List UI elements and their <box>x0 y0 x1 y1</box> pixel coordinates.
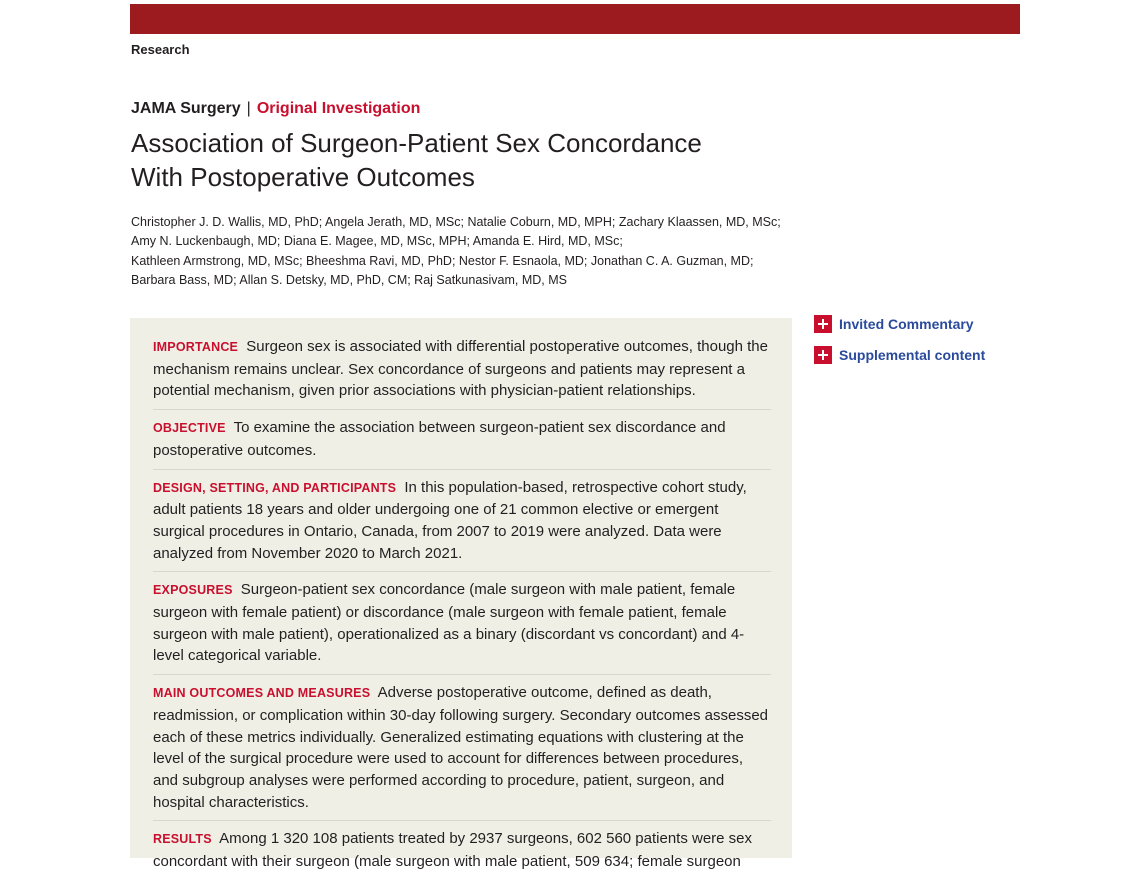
abstract-heading: EXPOSURES <box>153 583 233 598</box>
side-link-label[interactable]: Invited Commentary <box>839 316 974 332</box>
abstract-results <box>153 828 771 879</box>
author-line: Christopher J. D. Wallis, MD, PhD; Angela Jerath, MD, MSc; Natalie Coburn, MD, MPH; Zachary Klaassen, MD, MSc; <box>131 215 781 229</box>
journal-name: JAMA Surgery <box>131 100 241 117</box>
abstract-text: In this population-based, retrospective cohort study, adult patients 18 years and older undergoing one of 21 common elective or emergent surgical procedures in Ontario, Canada, from 2007 to 2019 were analyzed. Data were analyzed from November 2020 to March 2021. <box>153 478 747 562</box>
plus-icon[interactable] <box>814 346 832 364</box>
side-link-label[interactable]: Supplemental content <box>839 347 986 363</box>
invited-commentary-link[interactable] <box>814 313 985 335</box>
abstract-heading: RESULTS <box>153 832 212 847</box>
author-line: Amy N. Luckenbaugh, MD; Diana E. Magee, MD, MSc, MPH; Amanda E. Hird, MD, MSc; <box>131 234 623 249</box>
journal-line <box>131 100 420 118</box>
abstract-box <box>130 318 792 871</box>
abstract-exposures <box>153 579 771 675</box>
abstract-heading: DESIGN, SETTING, AND PARTICIPANTS <box>153 480 397 495</box>
abstract-text: Surgeon-patient sex concordance (male surgeon with male patient, female surgeon with female patient) or discordance (male surgeon with female patient, female surgeon with male patient), operationalized as a binary (discordant vs concordant) and 4-level categorical variable. <box>153 581 745 665</box>
abstract-text: To examine the association between surgeon-patient sex discordance and postoperative outcomes. <box>153 419 726 459</box>
journal-separator: | <box>246 100 251 117</box>
article-title-line-2: With Postoperative Outcomes <box>131 162 475 192</box>
journal-top-bar <box>130 4 1020 34</box>
abstract-objective <box>153 417 771 469</box>
author-line: Kathleen Armstrong, MD, MSc; Bheeshma Ravi, MD, PhD; Nestor F. Esnaola, MD; Jonathan C. A. Guzman, MD; <box>131 253 754 268</box>
section-label: Research <box>131 42 190 57</box>
abstract-text: Surgeon sex is associated with differential postoperative outcomes, though the mechanism remains unclear. Sex concordance of surgeons and patients may represent a potential mechanism, given prior associations with physician-patient relationships. <box>153 338 768 400</box>
abstract-text: Adverse postoperative outcome, defined as death, readmission, or complication within 30-day following surgery. Secondary outcomes assessed each of these metrics individually. Generalized estimating equations with clustering at the level of the surgical procedure were used to account for differences between procedures, and subgroup analyses were performed according to procedure, patient, surgeon, and hospital characteristics. <box>153 684 769 811</box>
abstract-heading: IMPORTANCE <box>153 340 239 354</box>
article-type: Original Investigation <box>256 100 421 117</box>
abstract-heading: OBJECTIVE <box>153 421 226 436</box>
plus-icon[interactable] <box>814 315 832 333</box>
author-line: Barbara Bass, MD; Allan S. Detsky, MD, PhD, CM; Raj Satkunasivam, MD, MS <box>131 272 567 287</box>
author-list <box>131 213 811 290</box>
side-links <box>814 313 985 375</box>
abstract-heading: MAIN OUTCOMES AND MEASURES <box>153 686 371 701</box>
abstract-outcomes <box>153 682 771 821</box>
article-title <box>131 126 771 194</box>
abstract-text: Among 1 320 108 patients treated by 2937 surgeons, 602 560 patients were sex concordant with their surgeon (male surgeon with male patient, 509 634; female surgeon <box>153 830 753 871</box>
supplemental-content-link[interactable] <box>814 344 985 366</box>
abstract-importance <box>153 336 771 410</box>
abstract-design <box>153 477 771 573</box>
article-title-line-1: Association of Surgeon-Patient Sex Concordance <box>131 128 702 158</box>
abstract-content <box>153 336 771 887</box>
